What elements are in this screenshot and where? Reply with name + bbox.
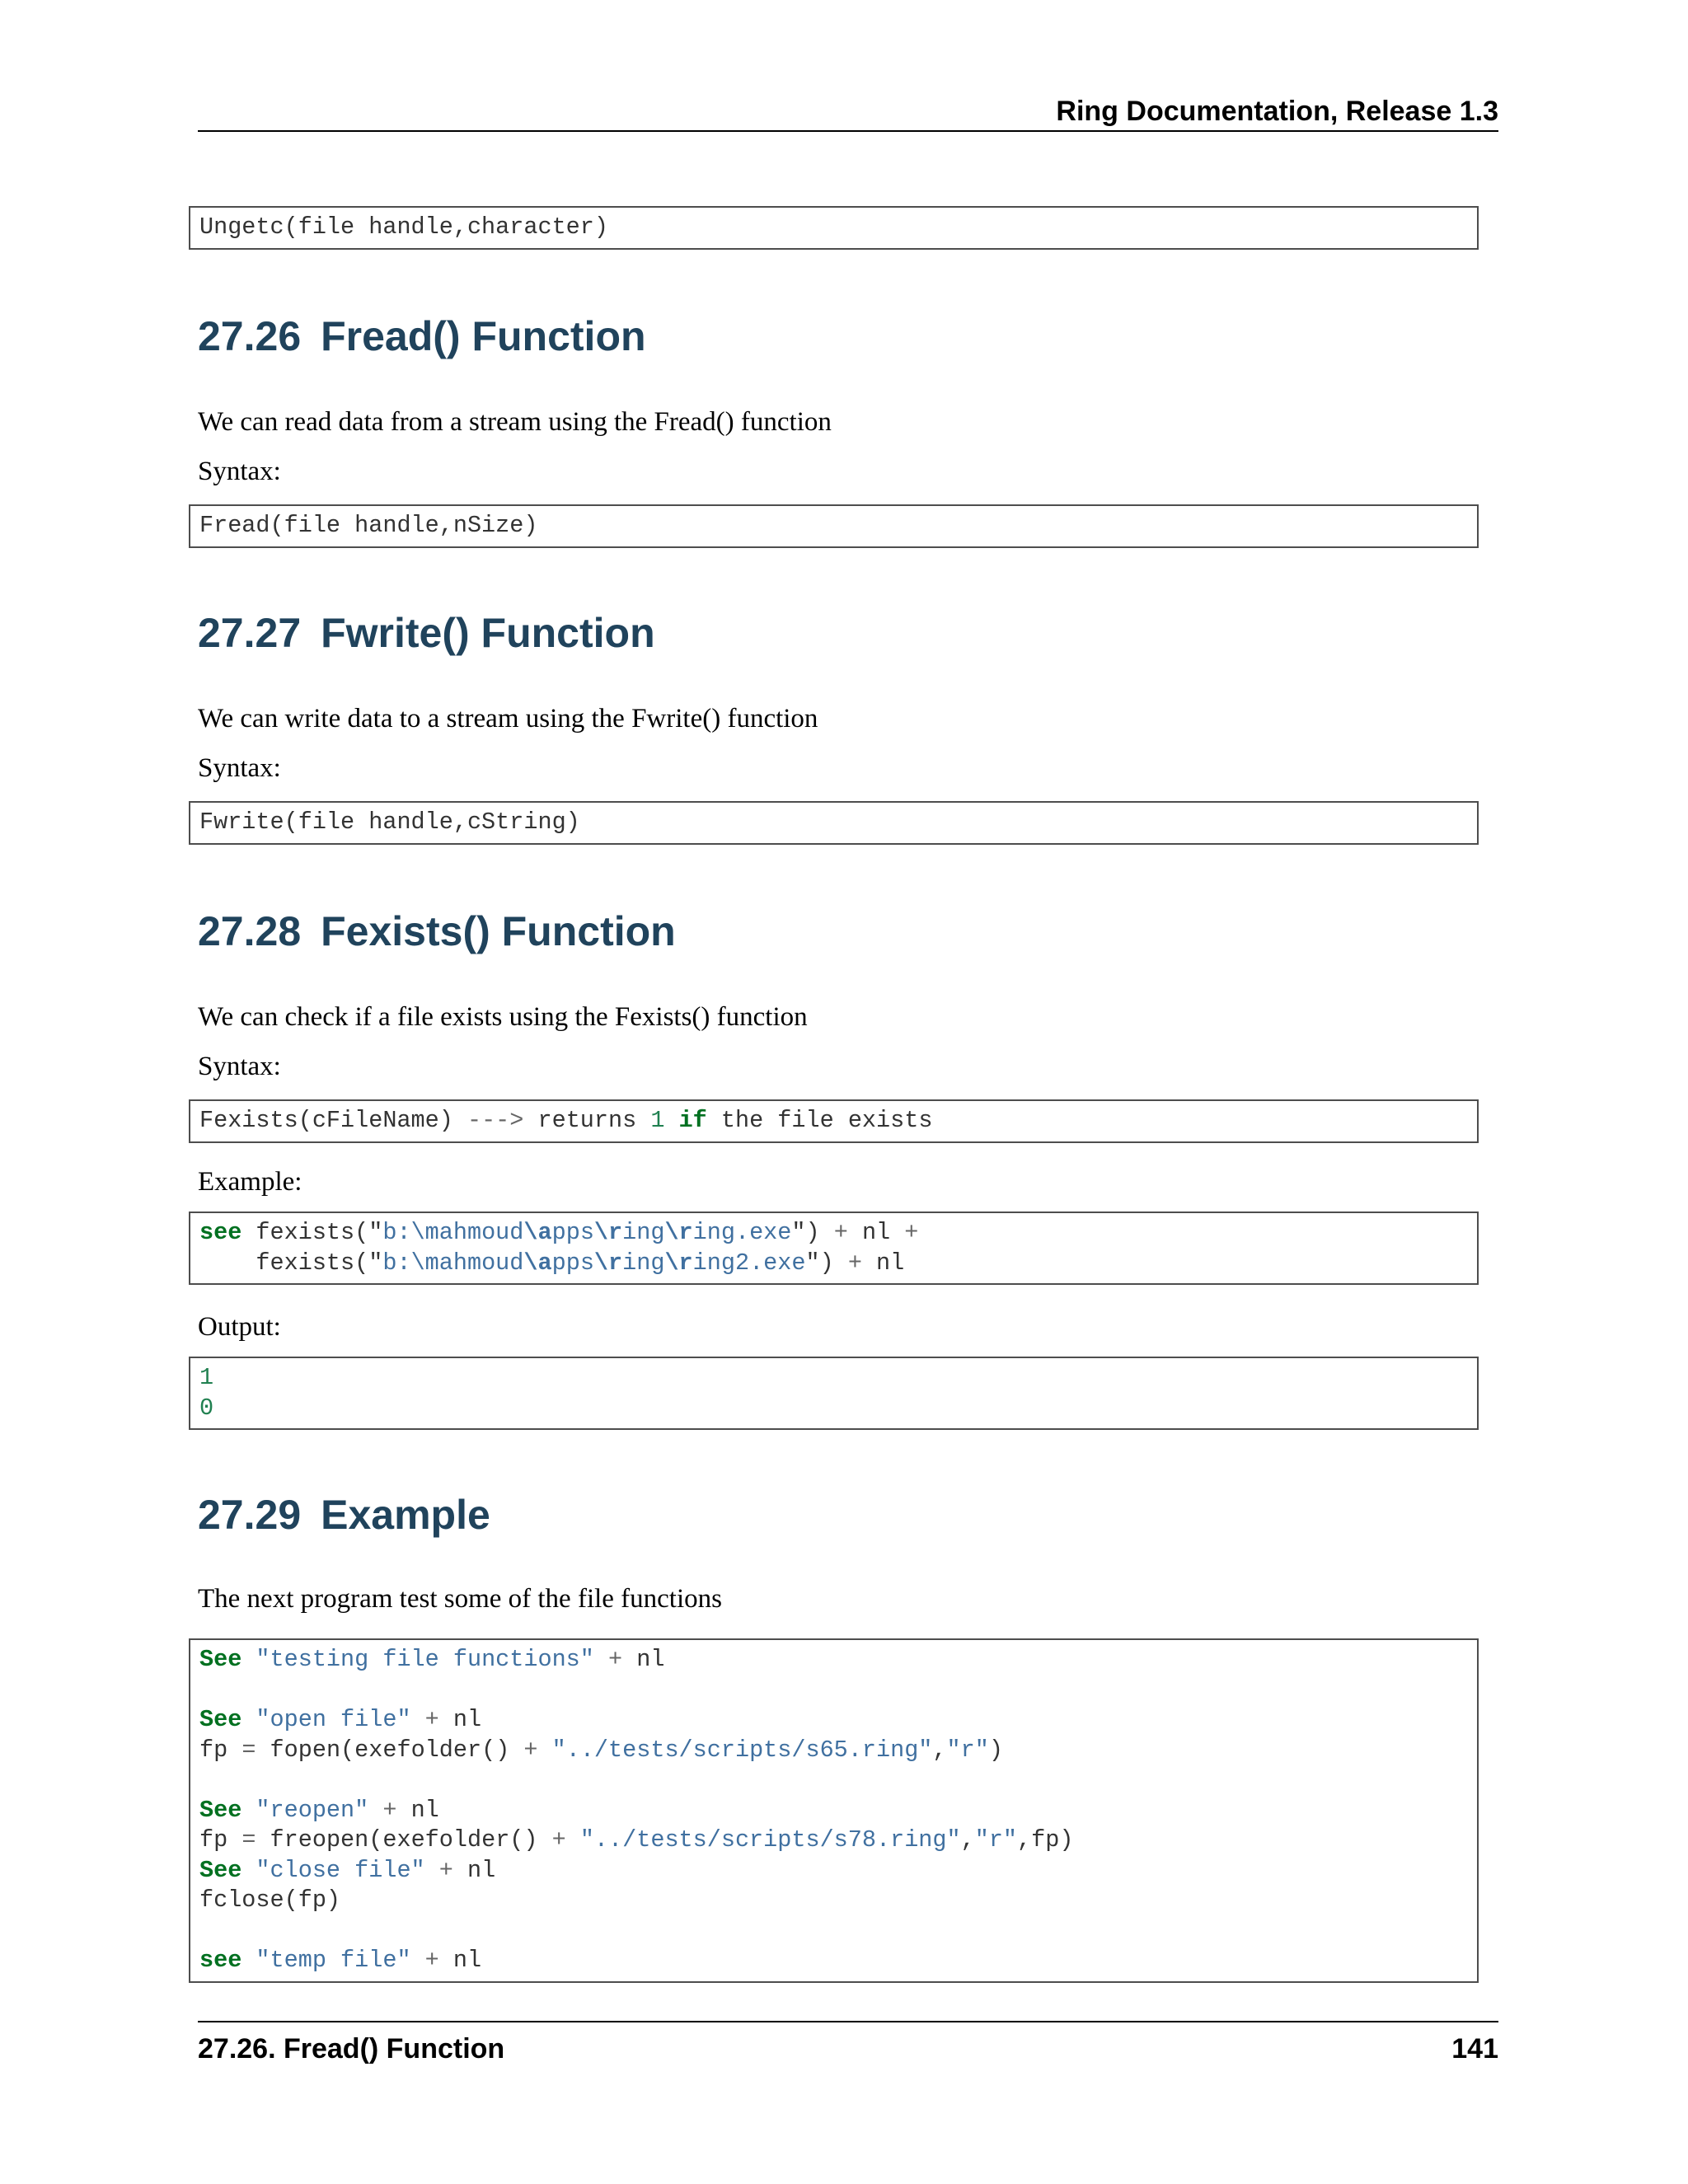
fread-syntax-code: Fread(file handle,nSize) bbox=[189, 504, 1479, 548]
fexists-example-label: Example: bbox=[198, 1167, 302, 1197]
section-heading-fexists bbox=[198, 907, 676, 956]
section-number: 27.27 bbox=[198, 610, 302, 656]
example-program-code: See "testing file functions" + nl See "open file" + nl fp = fopen(exefolder() + "../tests/scripts/s65.ring","r") See "reopen" + nl fp = freopen(exefolder() + "../tests/scripts/s78.ring","r",fp) See "close file" + nl fclose(fp) see "temp file" + nl bbox=[189, 1638, 1479, 1983]
fexists-output-label: Output: bbox=[198, 1312, 281, 1342]
section-number: 27.29 bbox=[198, 1492, 302, 1538]
fexists-syntax-label: Syntax: bbox=[198, 1052, 281, 1081]
fread-syntax-label: Syntax: bbox=[198, 457, 281, 486]
example-description: The next program test some of the file functions bbox=[198, 1584, 722, 1614]
section-title: Fwrite() Function bbox=[321, 610, 655, 656]
fwrite-syntax-label: Syntax: bbox=[198, 753, 281, 783]
section-title: Example bbox=[321, 1492, 490, 1538]
section-title: Fread() Function bbox=[321, 313, 646, 359]
footer-section-title: 27.26. Fread() Function bbox=[198, 2033, 505, 2064]
section-heading-fread bbox=[198, 312, 646, 361]
section-heading-fwrite bbox=[198, 608, 655, 658]
fwrite-description: We can write data to a stream using the Fwrite() function bbox=[198, 704, 818, 733]
section-number: 27.26 bbox=[198, 313, 302, 359]
fexists-example-code: see fexists("b:\mahmoud\apps\ring\ring.exe") + nl + fexists("b:\mahmoud\apps\ring\ring2.exe") + nl bbox=[189, 1212, 1479, 1285]
fread-description: We can read data from a stream using the Fread() function bbox=[198, 407, 832, 437]
footer-page-number: 141 bbox=[1451, 2033, 1498, 2064]
running-footer bbox=[198, 2021, 1498, 2065]
fexists-output-code: 1 0 bbox=[189, 1357, 1479, 1430]
document-page bbox=[198, 0, 1498, 2184]
ungetc-syntax-code: Ungetc(file handle,character) bbox=[189, 206, 1479, 250]
section-number: 27.28 bbox=[198, 908, 302, 954]
fwrite-syntax-code: Fwrite(file handle,cString) bbox=[189, 801, 1479, 845]
fexists-description: We can check if a file exists using the Fexists() function bbox=[198, 1002, 808, 1032]
section-heading-example bbox=[198, 1490, 490, 1540]
fexists-syntax-code: Fexists(cFileName) ---> returns 1 if the file exists bbox=[189, 1099, 1479, 1143]
section-title: Fexists() Function bbox=[321, 908, 676, 954]
running-header: Ring Documentation, Release 1.3 bbox=[198, 92, 1498, 132]
